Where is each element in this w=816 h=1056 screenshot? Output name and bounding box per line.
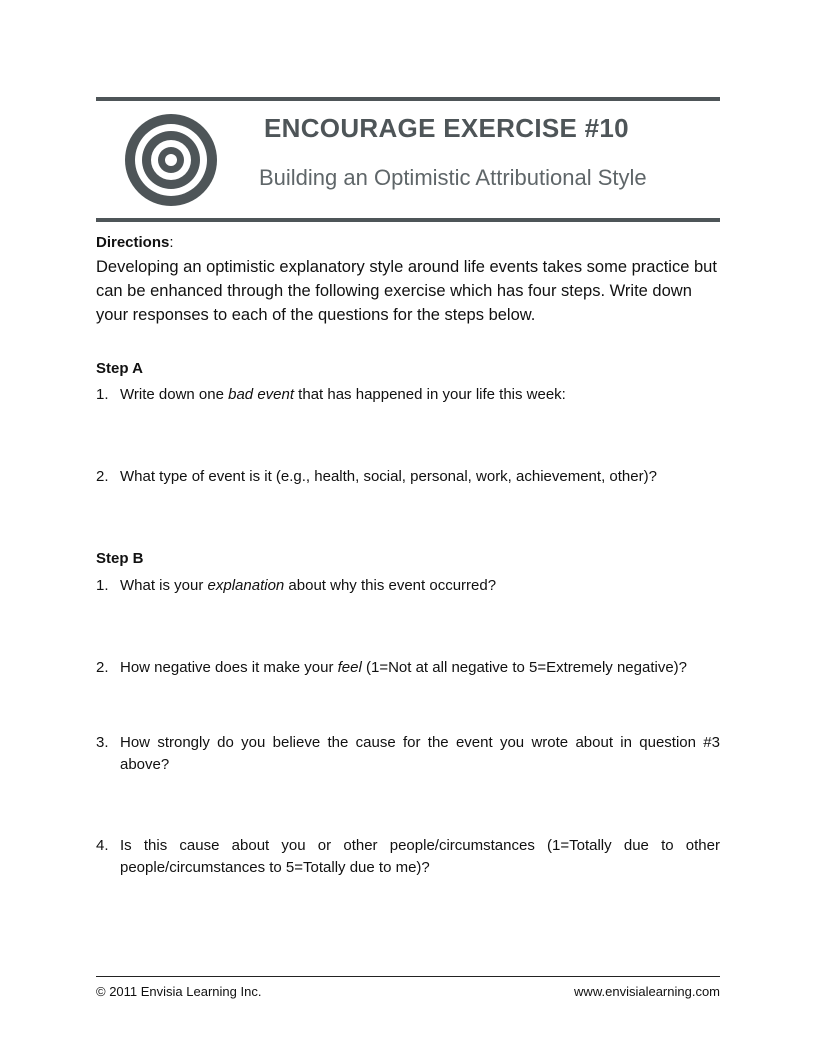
step-a-question-2: 2. What type of event is it (e.g., health, social, personal, work, achievement, other)? xyxy=(96,468,657,485)
footer-website-link[interactable]: www.envisialearning.com xyxy=(574,984,720,999)
directions-heading: Directions: xyxy=(96,234,174,251)
step-b-question-3: 3. How strongly do you believe the cause for the event you wrote about in question #3 above? xyxy=(96,734,720,773)
footer-rule xyxy=(96,976,720,977)
directions-text: Developing an optimistic explanatory style around life events takes some practice but can be enhanced through the following exercise which has four steps. Write down your responses to each of the questions for the steps below. xyxy=(96,258,717,324)
target-icon xyxy=(125,114,217,206)
header-bottom-rule xyxy=(96,218,720,222)
page-title: ENCOURAGE EXERCISE #10 xyxy=(264,113,629,143)
step-a-question-1: 1. Write down one bad event that has happened in your life this week: xyxy=(96,386,566,403)
header-top-rule xyxy=(96,97,720,101)
step-b-question-2: 2. How negative does it make your feel (1=Not at all negative to 5=Extremely negative)? xyxy=(96,659,687,676)
step-b-question-1: 1. What is your explanation about why this event occurred? xyxy=(96,577,497,594)
step-a-heading: Step A xyxy=(96,360,143,377)
step-b-heading: Step B xyxy=(96,550,144,567)
page-subtitle: Building an Optimistic Attributional Style xyxy=(259,165,647,190)
step-b-question-4: 4. Is this cause about you or other people/circumstances (1=Totally due to other people/circumstances to 5=Totally due to me)? xyxy=(96,837,720,876)
footer-copyright: © 2011 Envisia Learning Inc. xyxy=(96,984,262,999)
